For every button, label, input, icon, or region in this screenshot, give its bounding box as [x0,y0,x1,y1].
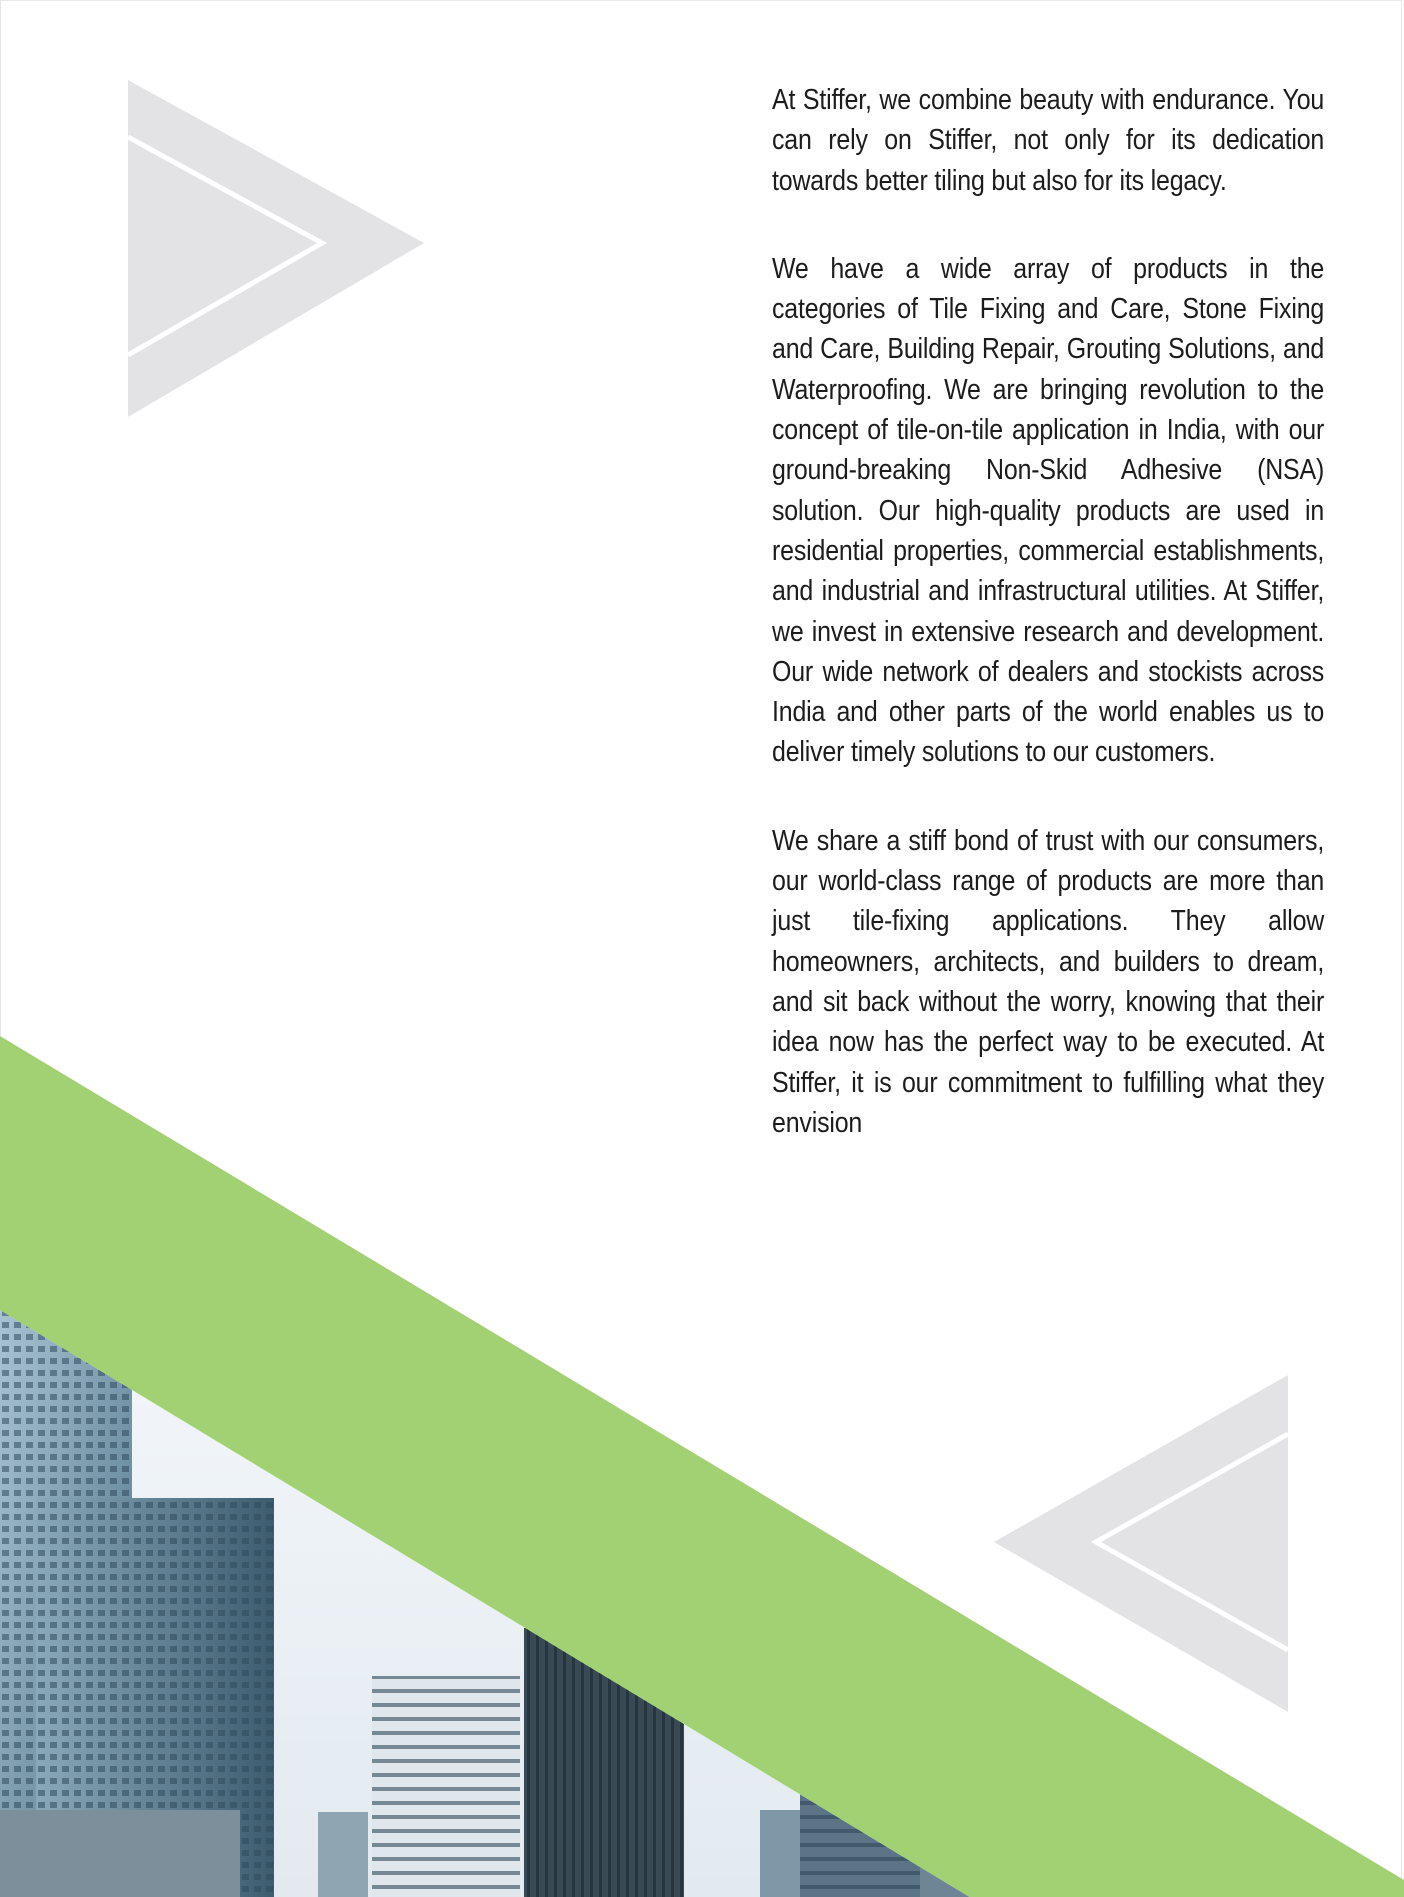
products-paragraph: We have a wide array of products in the categories of Tile Fixing and Care, Stone Fixing and Care, Building Repair, Grouting Solutions, and Waterproofing. We are bringing revolution to the concept of tile-on-tile application in India, with our ground-breaking Non-Skid Adhesive (NSA) solution. Our high-quality products are used in residential properties, commercial establishments, and industrial and infrastructural utilities. At Stiffer, we invest in extensive research and development. Our wide network of dealers and stockists across India and other parts of the world enables us to deliver timely solutions to our customers. [772,252,1325,769]
text-column [772,80,1324,1143]
trust-paragraph: We share a stiff bond of trust with our consumers, our world-class range of products are more than just tile-fixing applications. They allow homeowners, architects, and builders to dream, and sit back without the worry, knowing that their idea now has the perfect way to be executed. At Stiffer, it is our commitment to fulfilling what they envision [772,824,1325,1139]
intro-paragraph: At Stiffer, we combine beauty with endurance. You can rely on Stiffer, not only for its dedication towards better tiling but also for its legacy. [772,84,1325,197]
triangle-right-icon [128,80,424,417]
